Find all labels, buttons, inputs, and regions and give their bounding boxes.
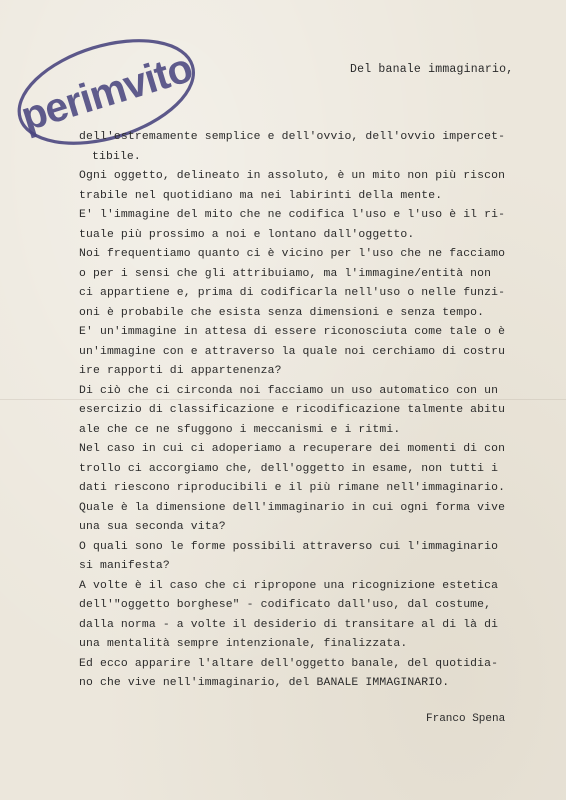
text-line: tibile. [92, 150, 141, 163]
text-line: ire rapporti di appartenenza? [79, 365, 282, 377]
text-line: Ogni oggetto, delineato in assoluto, è un mito non più riscon [79, 170, 506, 182]
signature: Franco Spena [426, 713, 506, 725]
text-line: trabile nel quotidiano ma nei labirinti della mente. [79, 189, 443, 202]
text-line: oni è probabile che esista senza dimensioni e senza tempo. [79, 306, 485, 319]
text-line: dell'"oggetto borghese" - codificato dall'uso, dal costume, [79, 599, 492, 611]
text-line: esercizio di classificazione e ricodificazione talmente abitu [79, 404, 506, 416]
text-line: Quale è la dimensione dell'immaginario in cui ogni forma vive [79, 501, 506, 514]
text-line: Ed ecco apparire l'altare dell'oggetto banale, del quotidia- [79, 657, 499, 670]
text-line: E' un'immagine in attesa di essere riconosciuta come tale o è [79, 326, 506, 338]
text-line: una sua seconda vita? [79, 521, 226, 533]
text-line: si manifesta? [79, 560, 170, 572]
text-line: no che vive nell'immaginario, del BANALE IMMAGINARIO. [79, 677, 450, 689]
text-line: dati riescono riproducibili e il più rimane nell'immaginario. [79, 482, 506, 494]
text-line: O quali sono le forme possibili attraverso cui l'immaginario [79, 540, 499, 553]
text-line: Di ciò che ci circonda noi facciamo un uso automatico con un [79, 384, 499, 397]
letter-heading: Del banale immaginario, [350, 63, 514, 76]
text-line: A volte è il caso che ci ripropone una ricognizione estetica [79, 579, 499, 592]
text-line: tuale più prossimo a noi e lontano dall'oggetto. [79, 228, 415, 241]
text-line: E' l'immagine del mito che ne codifica l'uso e l'uso è il ri- [79, 209, 506, 221]
text-line: Nel caso in cui ci adoperiamo a recuperare dei momenti di con [79, 443, 506, 455]
text-line: dell'estremamente semplice e dell'ovvio, dell'ovvio impercet- [79, 131, 506, 143]
letter-body [79, 128, 559, 694]
show-through-text [368, 33, 562, 123]
text-line: una mentalità sempre intenzionale, finalizzata. [79, 638, 408, 650]
text-line: un'immagine con e attraverso la quale noi cerchiamo di costru [79, 345, 506, 358]
text-line: o per i sensi che gli attribuiamo, ma l'immagine/entità non [79, 267, 492, 280]
text-line: ale che ce ne sfuggono i meccanismi e i ritmi. [79, 423, 401, 436]
text-line: ci appartiene e, prima di codificarla nell'uso o nelle funzi- [79, 287, 506, 299]
text-line: Noi frequentiamo quanto ci è vicino per l'uso che ne facciamo [79, 248, 506, 260]
text-line: trollo ci accorgiamo che, dell'oggetto in esame, non tutti i [79, 462, 499, 475]
stamp-text: perimvito [15, 44, 197, 140]
text-line: dalla norma - a volte il desiderio di transitare al di là di [79, 618, 499, 631]
